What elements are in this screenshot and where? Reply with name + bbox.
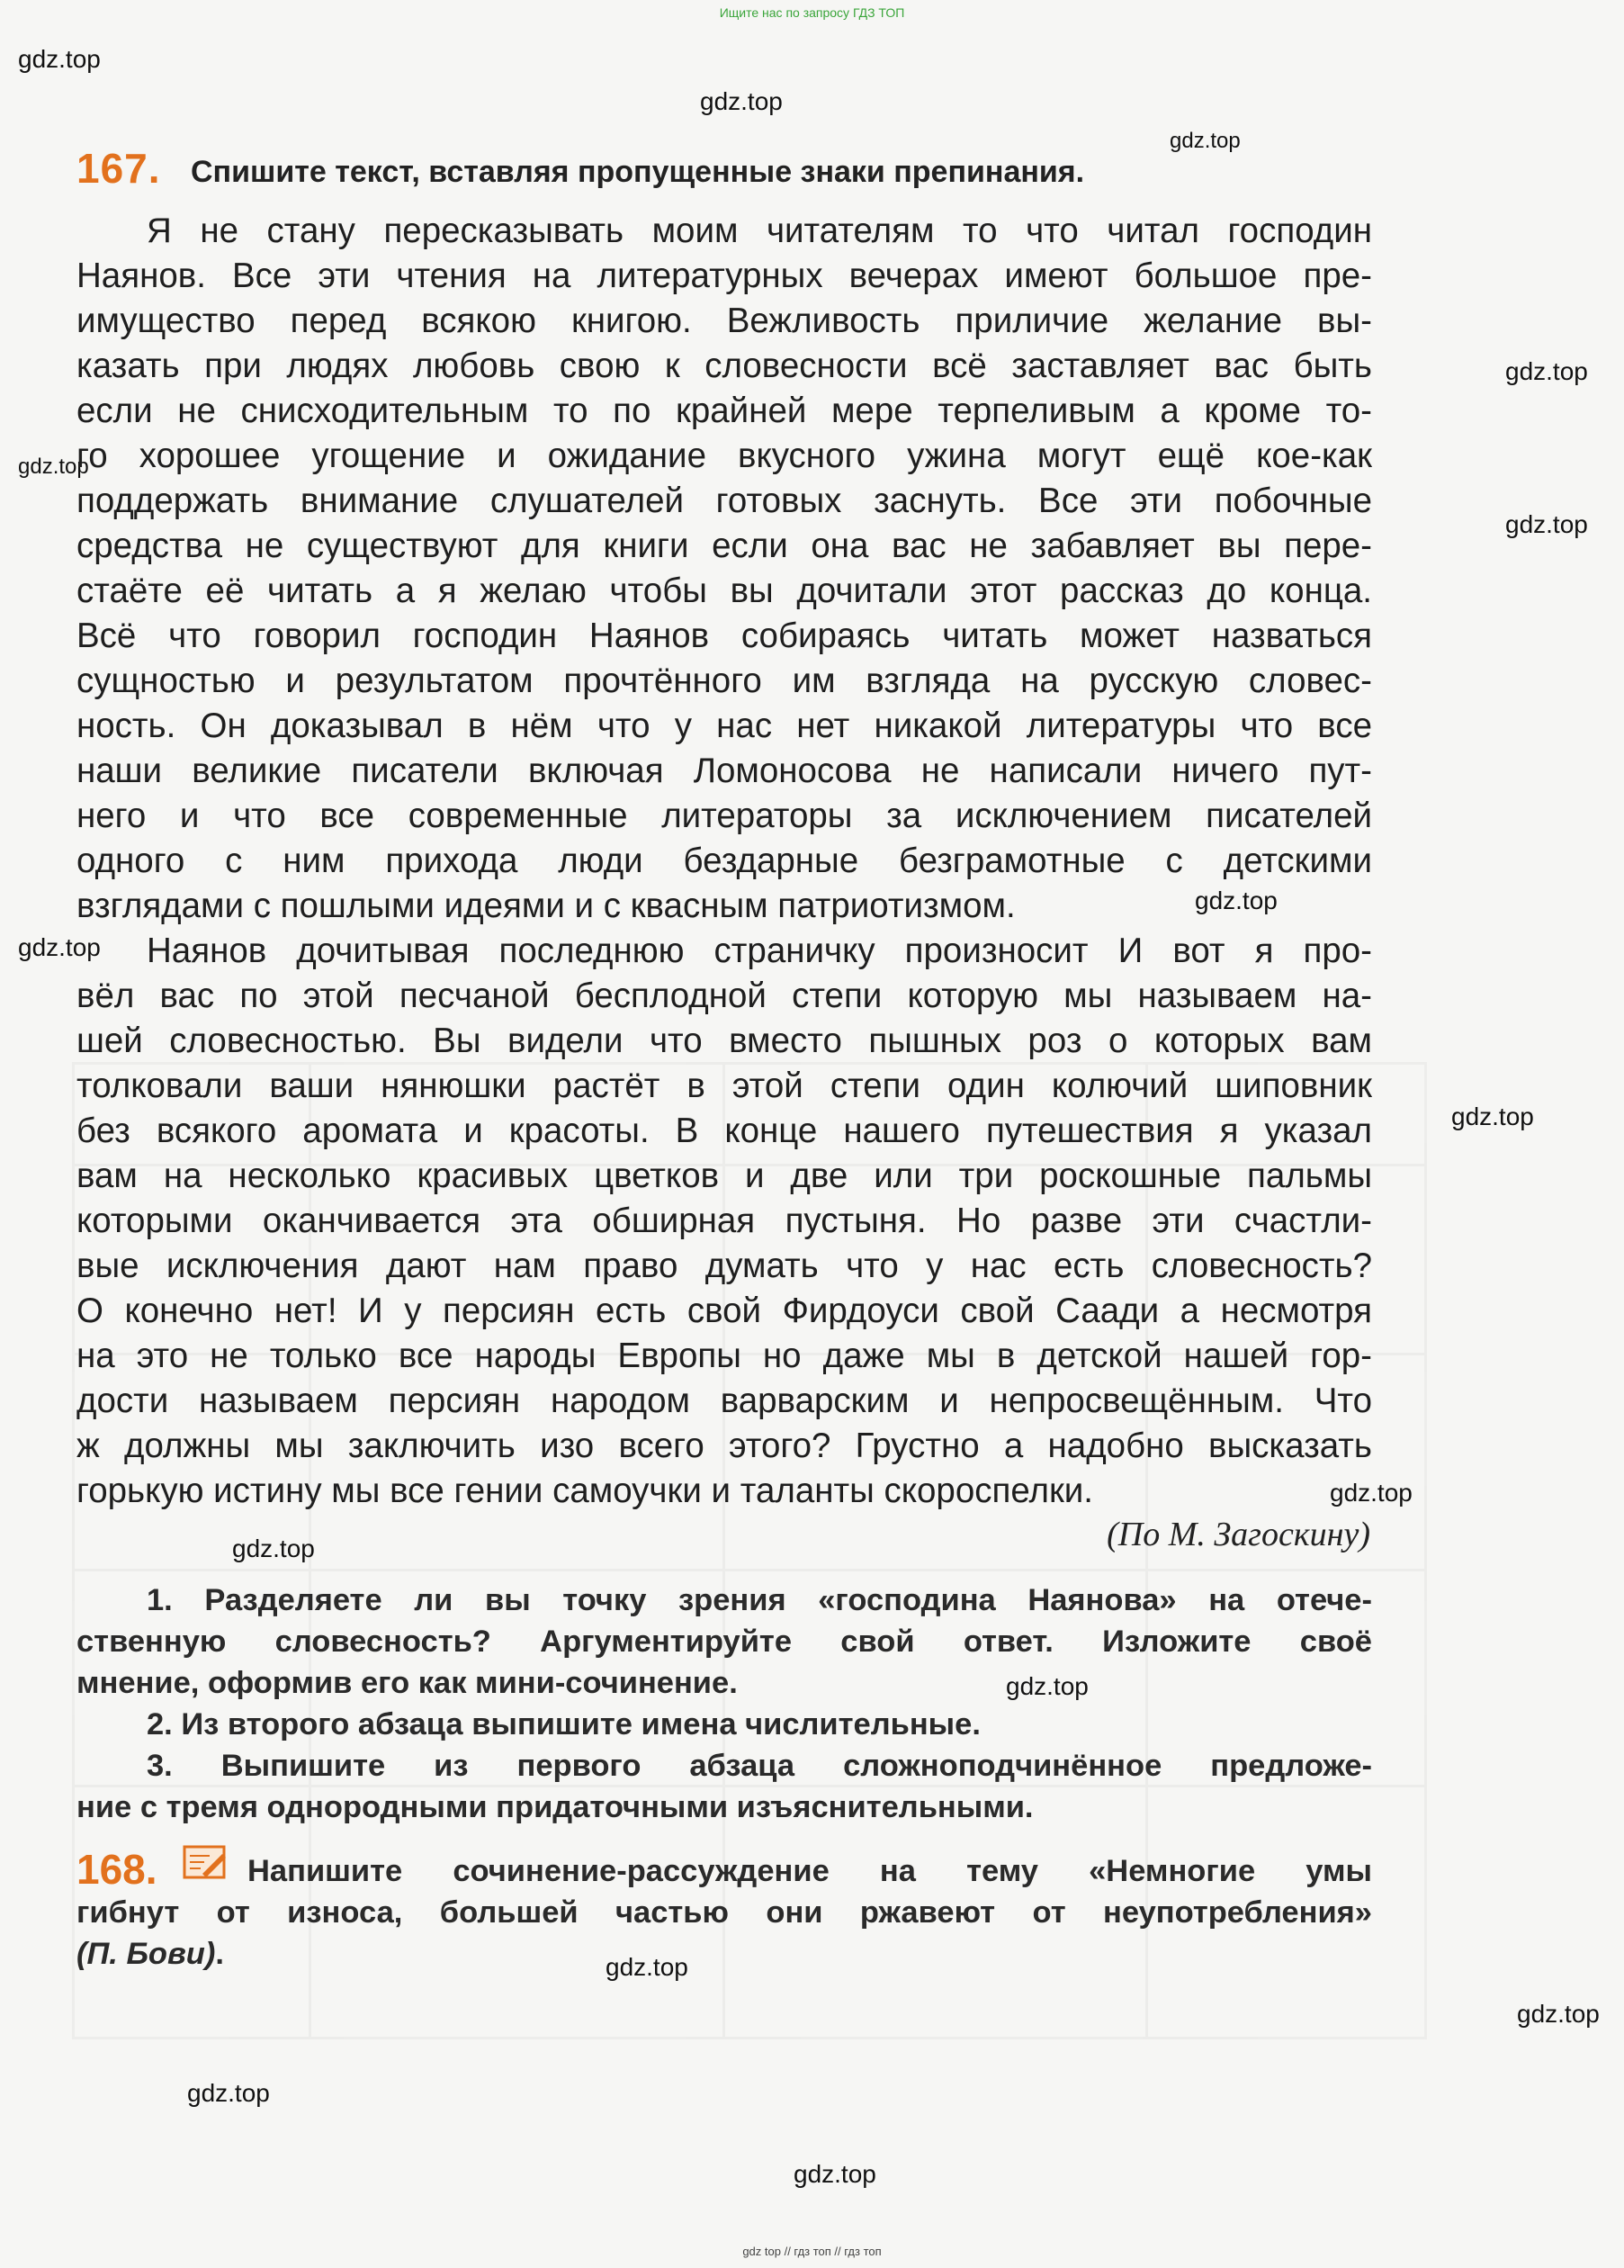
text-line: Всё что говорил господин Наянов собираясь читать может назваться: [76, 616, 1372, 655]
watermark: gdz.top: [1517, 2000, 1600, 2028]
exercise-167-paragraph-2: [76, 929, 1372, 1514]
task-line: Напишите сочинение-рассуждение на тему «Немногие умы: [247, 1854, 1372, 1888]
text-line: Наянов. Все эти чтения на литературных вечерах имеют большое пре-: [76, 256, 1372, 295]
exercise-167-number: 167.: [76, 145, 161, 192]
text-line: дости называем персиян народом варварским и непросвещённым. Что: [76, 1382, 1372, 1420]
exercise-168-task: [76, 1850, 1372, 1975]
text-line: го хорошее угощение и ожидание вкусного ужина могут ещё кое-как: [76, 436, 1372, 475]
text-line: которыми оканчивается эта обширная пустыня. Но разве эти счастли-: [76, 1202, 1372, 1240]
watermark: gdz.top: [1006, 1672, 1089, 1700]
question-line: 3. Выпишите из первого абзаца сложноподчинённое предложе-: [147, 1749, 1372, 1783]
question-1: [76, 1580, 1372, 1704]
exercise-167-paragraph-1: [76, 209, 1372, 929]
watermark: gdz.top: [18, 454, 89, 479]
text-line: поддержать внимание слушателей готовых заснуть. Все эти побочные: [76, 482, 1372, 520]
text-line: если не снисходительным то по крайней мере терпеливым а кроме то-: [76, 392, 1372, 430]
watermark: gdz.top: [232, 1534, 315, 1562]
watermark: gdz.top: [700, 87, 783, 115]
text-line: имущество перед всякою книгою. Вежливость приличие желание вы-: [76, 302, 1372, 340]
text-line: ж должны мы заключить изо всего этого? Грустно а надобно высказать: [76, 1426, 1372, 1465]
text-line: вёл вас по этой песчаной бесплодной степи которую мы называем на-: [76, 976, 1372, 1015]
task-line: [76, 1933, 1372, 1975]
task-tail: .: [215, 1937, 224, 1971]
question-line: ственную словесность? Аргументируйте свой ответ. Изложите своё: [76, 1624, 1372, 1659]
text-line: Наянов дочитывая последнюю страничку произносит И вот я про-: [147, 932, 1372, 970]
task-line: гибнут от износа, большей частью они ржавеют от неупотребления»: [76, 1895, 1372, 1930]
watermark: gdz.top: [1195, 886, 1278, 914]
watermark: gdz.top: [606, 1953, 688, 1981]
question-line: 1. Разделяете ли вы точку зрения «господина Наянова» на отече-: [147, 1583, 1372, 1617]
text-line: вам на несколько красивых цветков и две или три роскошные пальмы: [76, 1156, 1372, 1195]
text-line: толковали ваши нянюшки растёт в этой степи один колючий шиповник: [76, 1066, 1372, 1105]
exercise-167-task: Спишите текст, вставляя пропущенные знаки препинания.: [191, 155, 1085, 189]
watermark: gdz.top: [1170, 129, 1241, 153]
watermark: gdz.top: [1451, 1102, 1534, 1130]
exercise-168-number: 168.: [76, 1846, 157, 1893]
text-line: наши великие писатели включая Ломоносова не написали ничего пут-: [76, 752, 1372, 790]
exercise-167-questions: [76, 1580, 1372, 1828]
text-line: казать при людях любовь свою к словесности всё заставляет вас быть: [76, 346, 1372, 385]
bottom-banner[interactable]: gdz top // гдз топ // гдз топ: [742, 2245, 882, 2258]
watermark: gdz.top: [794, 2160, 876, 2188]
watermark: gdz.top: [187, 2079, 270, 2107]
top-banner[interactable]: Ищите нас по запросу ГДЗ ТОП: [719, 5, 905, 20]
text-line: ность. Он доказывал в нём что у нас нет никакой литературы что все: [76, 706, 1372, 745]
watermark: gdz.top: [18, 45, 101, 73]
text-line: горькую истину мы все гении самоучки и таланты скороспелки.: [76, 1472, 1093, 1510]
text-line: стаёте её читать а я желаю чтобы вы дочитали этот рассказ до конца.: [76, 572, 1372, 610]
text-line: взглядами с пошлыми идеями и с квасным патриотизмом.: [76, 886, 1016, 925]
text-line: вые исключения дают нам право думать что у нас есть словесность?: [76, 1246, 1372, 1285]
text-line: шей словесностью. Вы видели что вместо пышных роз о которых вам: [76, 1022, 1372, 1060]
text-line: Я не стану пересказывать моим читателям то что читал господин: [147, 212, 1372, 250]
question-2: [76, 1704, 1372, 1745]
text-source: (По М. Загоскину): [1107, 1516, 1370, 1553]
text-line: сущностью и результатом прочтённого им взгляда на русскую словес-: [76, 662, 1372, 700]
watermark: gdz.top: [18, 933, 101, 961]
text-line: на это не только все народы Европы но даже мы в детской нашей гор-: [76, 1336, 1372, 1375]
text-line: него и что все современные литераторы за исключением писателей: [76, 796, 1372, 835]
text-line: одного с ним прихода люди бездарные безграмотные с детскими: [76, 842, 1372, 880]
question-line: 2. Из второго абзаца выпишите имена числительные.: [147, 1707, 981, 1742]
quote-author: (П. Бови): [76, 1937, 216, 1971]
question-line: ние с тремя однородными придаточными изъяснительными.: [76, 1790, 1034, 1824]
text-line: средства не существуют для книги если она вас не забавляет вы пере-: [76, 526, 1372, 565]
question-line: мнение, оформив его как мини-сочинение.: [76, 1666, 738, 1700]
text-line: без всякого аромата и красоты. В конце нашего путешествия я указал: [76, 1112, 1372, 1150]
watermark: gdz.top: [1505, 357, 1588, 385]
watermark: gdz.top: [1505, 510, 1588, 538]
watermark: gdz.top: [1330, 1479, 1413, 1507]
text-line: О конечно нет! И у персиян есть свой Фирдоуси свой Саади а несмотря: [76, 1292, 1372, 1330]
question-3: [76, 1745, 1372, 1828]
